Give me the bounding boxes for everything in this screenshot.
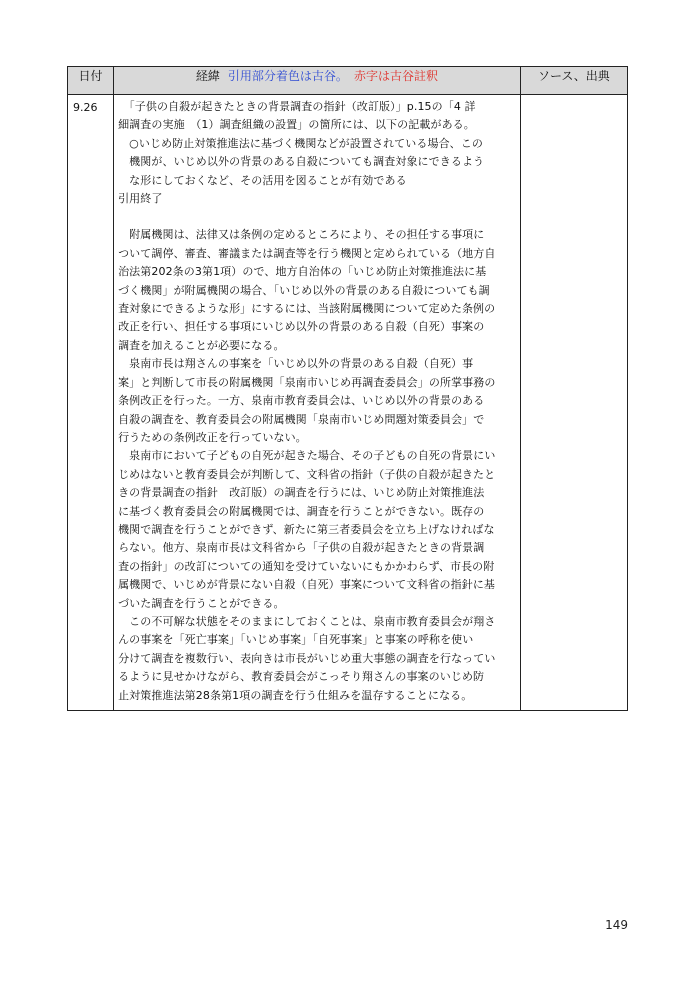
paragraph-gap — [118, 208, 514, 226]
body-line: 止対策推進法第28条第1項の調査を行う仕組みを温存することになる。 — [118, 688, 473, 702]
header-source: ソース、出典 — [520, 67, 627, 95]
header-main — [114, 67, 521, 95]
body-line: 泉南市長は翔さんの事案を「いじめ以外の背景のある自殺（自死）事 — [118, 357, 474, 371]
header-note-red: 赤字は古谷註釈 — [353, 69, 438, 83]
body-line: じめはないと教育委員会が判断して、文科省の指針（子供の自殺が起きたと — [118, 467, 496, 481]
body-line: この不可解な状態をそのままにしておくことは、泉南市教育委員会が翔さ — [118, 614, 496, 628]
body-line: 属機関で、いじめが背景にない自殺（自死）事案について文科省の指針に基 — [118, 578, 496, 592]
body-line: 案」と判断して市長の附属機関「泉南市いじめ再調査委員会」の所掌事務の — [118, 375, 496, 389]
header-date: 日付 — [68, 67, 114, 95]
quote-line: な形にしておくなど、その活用を図ることが有効である — [118, 173, 407, 187]
body-line: 治法第202条の3第1項）ので、地方自治体の「いじめ防止対策推進法に基 — [118, 265, 487, 279]
chronology-table — [67, 66, 628, 711]
table-row — [68, 95, 628, 711]
quote-line: 機関が、いじめ以外の背景のある自殺についても調査対象にできるよう — [118, 155, 485, 169]
body-line: 泉南市において子どもの自死が起きた場合、その子どもの自死の背景にい — [118, 449, 496, 463]
body-line: 行うための条例改正を行っていない。 — [118, 430, 307, 444]
body-line: ついて調停、審査、審議または調査等を行う機関と定められている（地方自 — [118, 246, 496, 260]
quote-line: 引用終了 — [118, 192, 163, 206]
header-note-blue: 引用部分着色は古谷。 — [227, 69, 348, 83]
entry-main-cell — [114, 95, 521, 711]
page-number: 149 — [605, 918, 628, 932]
body-line: 査対象にできるような形」にするには、当該附属機関について定めた条例の — [118, 302, 496, 316]
body-line: 調査を加えることが必要になる。 — [118, 338, 285, 352]
body-line: に基づく教育委員会の附属機関では、調査を行うことができない。既存の — [118, 504, 485, 518]
body-line: 条例改正を行った。一方、泉南市教育委員会は、いじめ以外の背景のある — [118, 394, 485, 408]
body-line: 自殺の調査を、教育委員会の附属機関「泉南市いじめ問題対策委員会」で — [118, 412, 485, 426]
body-line: づいた調査を行うことができる。 — [118, 596, 285, 610]
entry-date: 9.26 — [68, 95, 114, 711]
entry-source — [520, 95, 627, 711]
body-line: づく機関」が附属機関の場合、「いじめ以外の背景のある自殺についても調 — [118, 283, 490, 297]
quote-line: 「子供の自殺が起きたときの背景調査の指針（改訂版）」p.15の「4 詳 — [118, 100, 476, 113]
body-line: らない。他方、泉南市長は文科省から「子供の自殺が起きたときの背景調 — [118, 541, 485, 555]
body-line: 附属機関は、法律又は条例の定めるところにより、その担任する事項に — [118, 228, 485, 242]
body-line: るように見せかけながら、教育委員会がこっそり翔さんの事案のいじめ防 — [118, 670, 485, 684]
body-line: 機関で調査を行うことができず、新たに第三者委員会を立ち上げなければな — [118, 522, 495, 536]
body-line: 分けて調査を複数行い、表向きは市長がいじめ重大事態の調査を行なってい — [118, 651, 496, 665]
table-header-row — [68, 67, 628, 95]
body-line: 改正を行い、担任する事項にいじめ以外の背景のある自殺（自死）事案の — [118, 320, 485, 334]
header-main-label: 経緯 — [195, 69, 220, 83]
body-line: きの背景調査の指針 改訂版）の調査を行うには、いじめ防止対策推進法 — [118, 486, 485, 500]
entry-text — [114, 95, 520, 705]
quote-line: 細調査の実施 （1）調査組織の設置」の箇所には、以下の記載がある。 — [118, 118, 475, 132]
body-line: 査の指針」の改訂についての通知を受けていないにもかかわらず、市長の附 — [118, 559, 495, 573]
quote-line: ○いじめ防止対策推進法に基づく機関などが設置されている場合、この — [118, 136, 483, 150]
body-line: んの事案を「死亡事案」「いじめ事案」「自死事案」と事案の呼称を使い — [118, 633, 474, 647]
